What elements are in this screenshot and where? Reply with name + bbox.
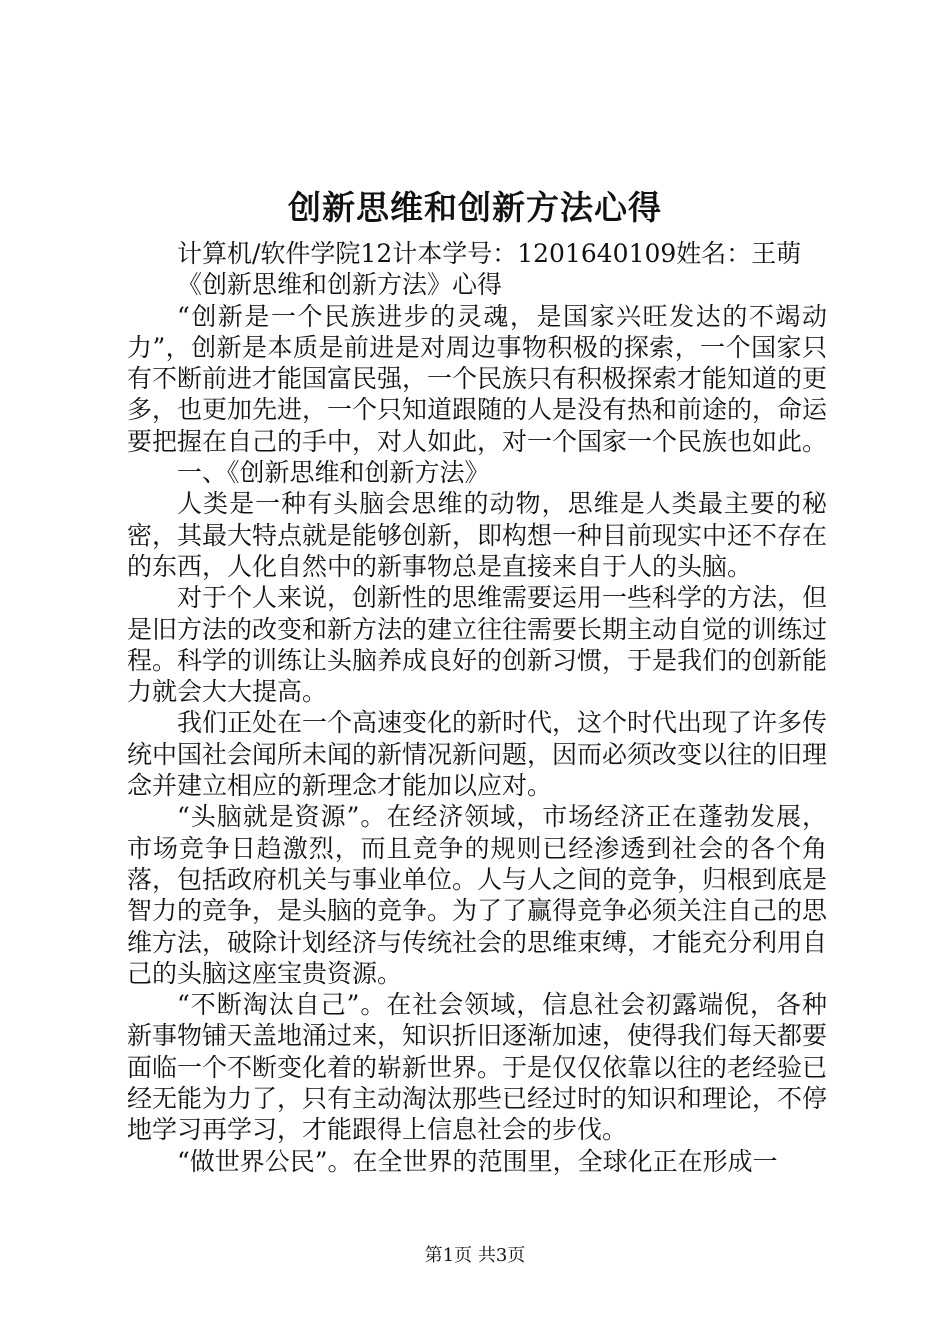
paragraph: 人类是一种有头脑会思维的动物，思维是人类最主要的秘密，其最大特点就是能够创新，即构想一种目前现实中还不存在的东西，人化自然中的新事物总是直接来自于人的头脑。 — [127, 489, 828, 581]
paragraph: 对于个人来说，创新性的思维需要运用一些科学的方法，但是旧方法的改变和新方法的建立往往需要长期主动自觉的训练过程。科学的训练让头脑养成良好的创新习惯，于是我们的创新能力就会大大提高。 — [127, 583, 828, 707]
paragraph: “不断淘汰自己”。在社会领域，信息社会初露端倪，各种新事物铺天盖地涌过来，知识折旧逐渐加速，使得我们每天都要面临一个不断变化着的崭新世界。于是仅仅依靠以往的老经验已经无能为力了，只有主动淘汰那些已经过时的知识和理论，不停地学习再学习，才能跟得上信息社会的步伐。 — [127, 990, 828, 1145]
section-heading: 一、《创新思维和创新方法》 — [177, 458, 490, 488]
document-title: 创新思维和创新方法心得 — [288, 188, 662, 227]
document-body — [127, 238, 827, 1177]
paragraph: “头脑就是资源”。在经济领域，市场经济正在蓬勃发展，市场竞争日趋激烈，而且竞争的规则已经渗透到社会的各个角落，包括政府机关与事业单位。人与人之间的竞争，归根到底是智力的竞争，是头脑的竞争。为了了赢得竞争必须关注自己的思维方法，破除计划经济与传统社会的思维束缚，才能充分利用自己的头脑这座宝贵资源。 — [127, 802, 828, 988]
author-info: 计算机/软件学院12计本学号：1201640109姓名：王萌 — [177, 239, 802, 268]
paragraph: 我们正处在一个高速变化的新时代，这个时代出现了许多传统中国社会闻所未闻的新情况新问题，因而必须改变以往的旧理念并建立相应的新理念才能加以应对。 — [127, 708, 828, 801]
paragraph: “创新是一个民族进步的灵魂，是国家兴旺发达的不竭动力”，创新是本质是前进是对周边事物积极的探索，一个国家只有不断前进才能国富民强，一个民族只有积极探索才能知道的更多，也更加先进，一个只知道跟随的人是没有热和前途的，命运要把握在自己的手中，对人如此，对一个国家一个民族也如此。 — [127, 301, 828, 456]
page-footer: 第1页 共3页 — [424, 1245, 526, 1266]
paragraph: “做世界公民”。在全世界的范围里，全球化正在形成一 — [177, 1146, 778, 1176]
document-subtitle: 《创新思维和创新方法》心得 — [177, 270, 503, 300]
